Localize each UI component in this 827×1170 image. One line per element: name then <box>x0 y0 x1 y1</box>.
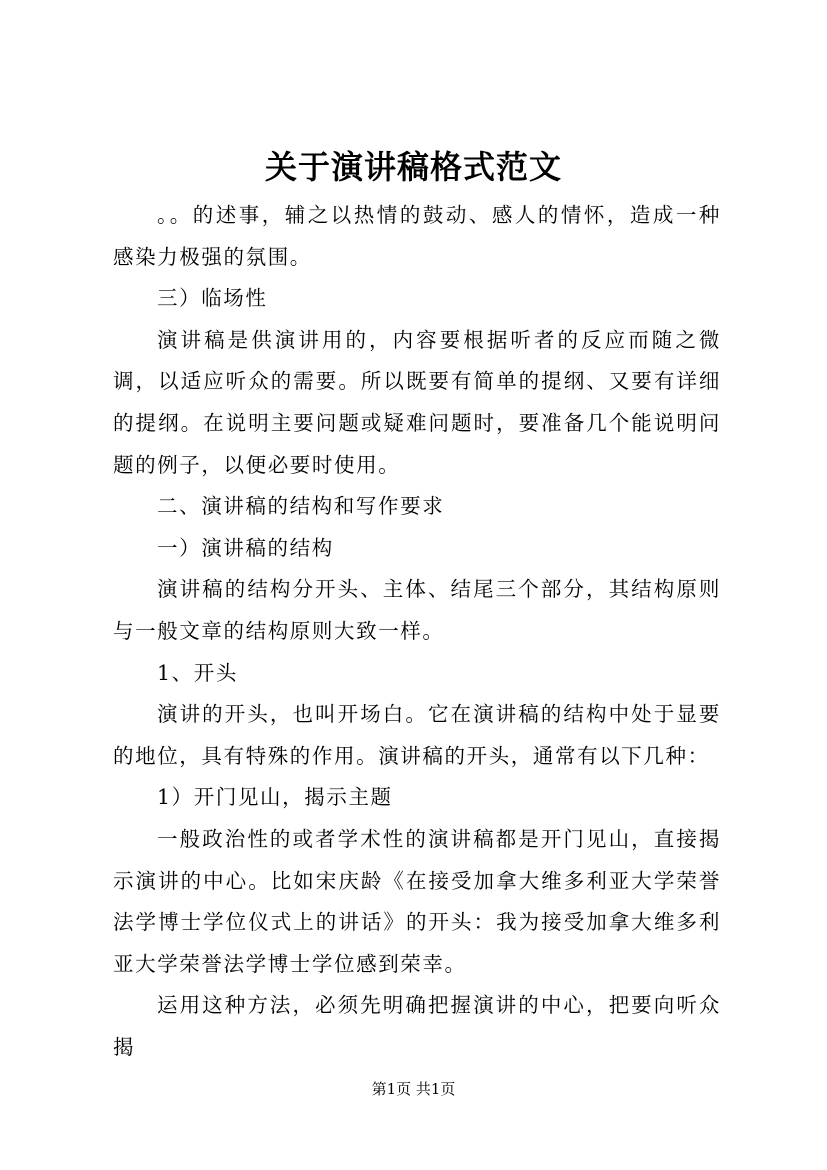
page-footer: 第1页 共1页 <box>371 1080 456 1098</box>
section-heading: 二、演讲稿的结构和写作要求 <box>157 494 445 519</box>
section-heading: 1）开门见山，揭示主题 <box>157 785 393 810</box>
paragraph: 一般政治性的或者学术性的演讲稿都是开门见山，直接揭示演讲的中心。比如宋庆龄《在接受加拿大维多利亚大学荣誉法学博士学位仪式上的讲话》的开头：我为接受加拿大维多利亚大学荣誉法学博士学位感到荣幸。 <box>113 826 721 976</box>
section-heading: 一）演讲稿的结构 <box>157 535 334 560</box>
paragraph: 运用这种方法，必须先明确把握演讲的中心，把要向听众揭 <box>113 993 721 1059</box>
paragraph: 演讲稿是供演讲用的，内容要根据听者的反应而随之微调，以适应听众的需要。所以既要有简单的提纲、又要有详细的提纲。在说明主要问题或疑难问题时，要准备几个能说明问题的例子，以便必要时使用。 <box>113 327 721 477</box>
paragraph: 。。的述事，辅之以热情的鼓动、感人的情怀，造成一种感染力极强的氛围。 <box>113 203 721 269</box>
paragraph: 演讲稿的结构分开头、主体、结尾三个部分，其结构原则与一般文章的结构原则大致一样。 <box>113 577 721 643</box>
document-body <box>113 195 721 1068</box>
section-heading: 三）临场性 <box>157 286 268 311</box>
paragraph: 演讲的开头，也叫开场白。它在演讲稿的结构中处于显要的地位，具有特殊的作用。演讲稿的开头，通常有以下几种： <box>113 702 721 768</box>
document-title: 关于演讲稿格式范文 <box>264 148 562 186</box>
section-heading: 1、开头 <box>157 660 238 685</box>
